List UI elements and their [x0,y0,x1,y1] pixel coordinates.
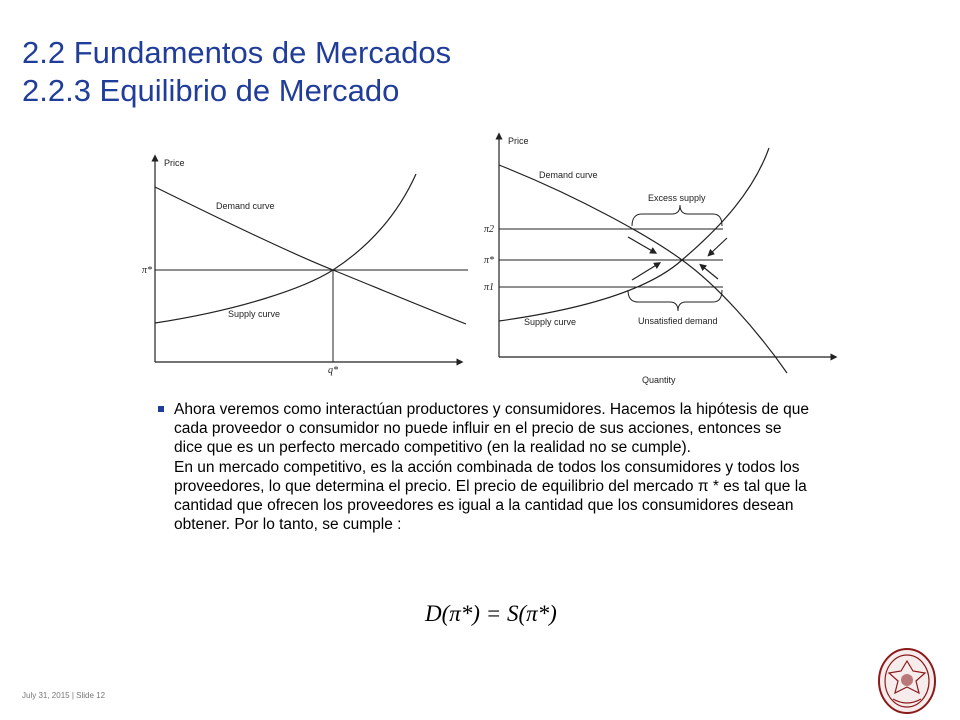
equilibrium-price-mark: π* [142,265,153,276]
price-low-mark: π1 [484,282,495,293]
title-line-2: 2.2.3 Equilibrio de Mercado [22,73,400,108]
slide-footer: July 31, 2015 | Slide 12 [22,691,106,700]
supply-arrow-lower [702,266,718,279]
bullet-marker [158,406,164,412]
supply-curve-label: Supply curve [228,309,281,319]
equilibrium-formula: D(π*) = S(π*) [425,601,557,626]
title-line-1: 2.2 Fundamentos de Mercados [22,35,452,70]
price-equilibrium-mark: π* [484,255,495,266]
slide-title [22,34,451,110]
demand-curve-label: Demand curve [539,170,598,180]
unsatisfied-demand-brace [628,290,722,311]
demand-curve-label: Demand curve [216,201,275,211]
supply-demand-diagram [140,152,470,377]
quantity-axis-label: Quantity [642,375,676,385]
equilibrium-quantity-mark: q* [328,365,338,376]
demand-curve [499,165,787,373]
excess-supply-diagram [482,130,842,392]
body-text [174,400,814,534]
excess-supply-brace [632,205,722,226]
price-axis-label: Price [164,158,185,168]
university-seal-icon [877,647,937,715]
demand-curve [155,187,466,324]
body-paragraph-2: En un mercado competitivo, es la acción combinada de todos los consumidores y todos los proveedores, lo que determina el precio. El precio de equilibrio del mercado π * es tal que la cantidad que ofrecen los proveedores es igual a la cantidad que los consumidores desean obtener. Por lo tanto, se cumple : [174,458,807,534]
unsatisfied-demand-label: Unsatisfied demand [638,316,718,326]
supply-curve-label: Supply curve [524,317,577,327]
price-axis-label: Price [508,136,529,146]
excess-supply-label: Excess supply [648,193,706,203]
supply-arrow-upper [710,238,727,254]
price-high-mark: π2 [484,224,495,235]
demand-arrow-lower [632,264,658,280]
body-paragraph-1: Ahora veremos como interactúan productores y consumidores. Hacemos la hipótesis de que cada proveedor o consumidor no puede influir en el precio de sus acciones, entonces se dice que es un perfecto mercado competitivo (en la realidad no se cumple). [174,401,809,457]
supply-curve [155,174,416,323]
